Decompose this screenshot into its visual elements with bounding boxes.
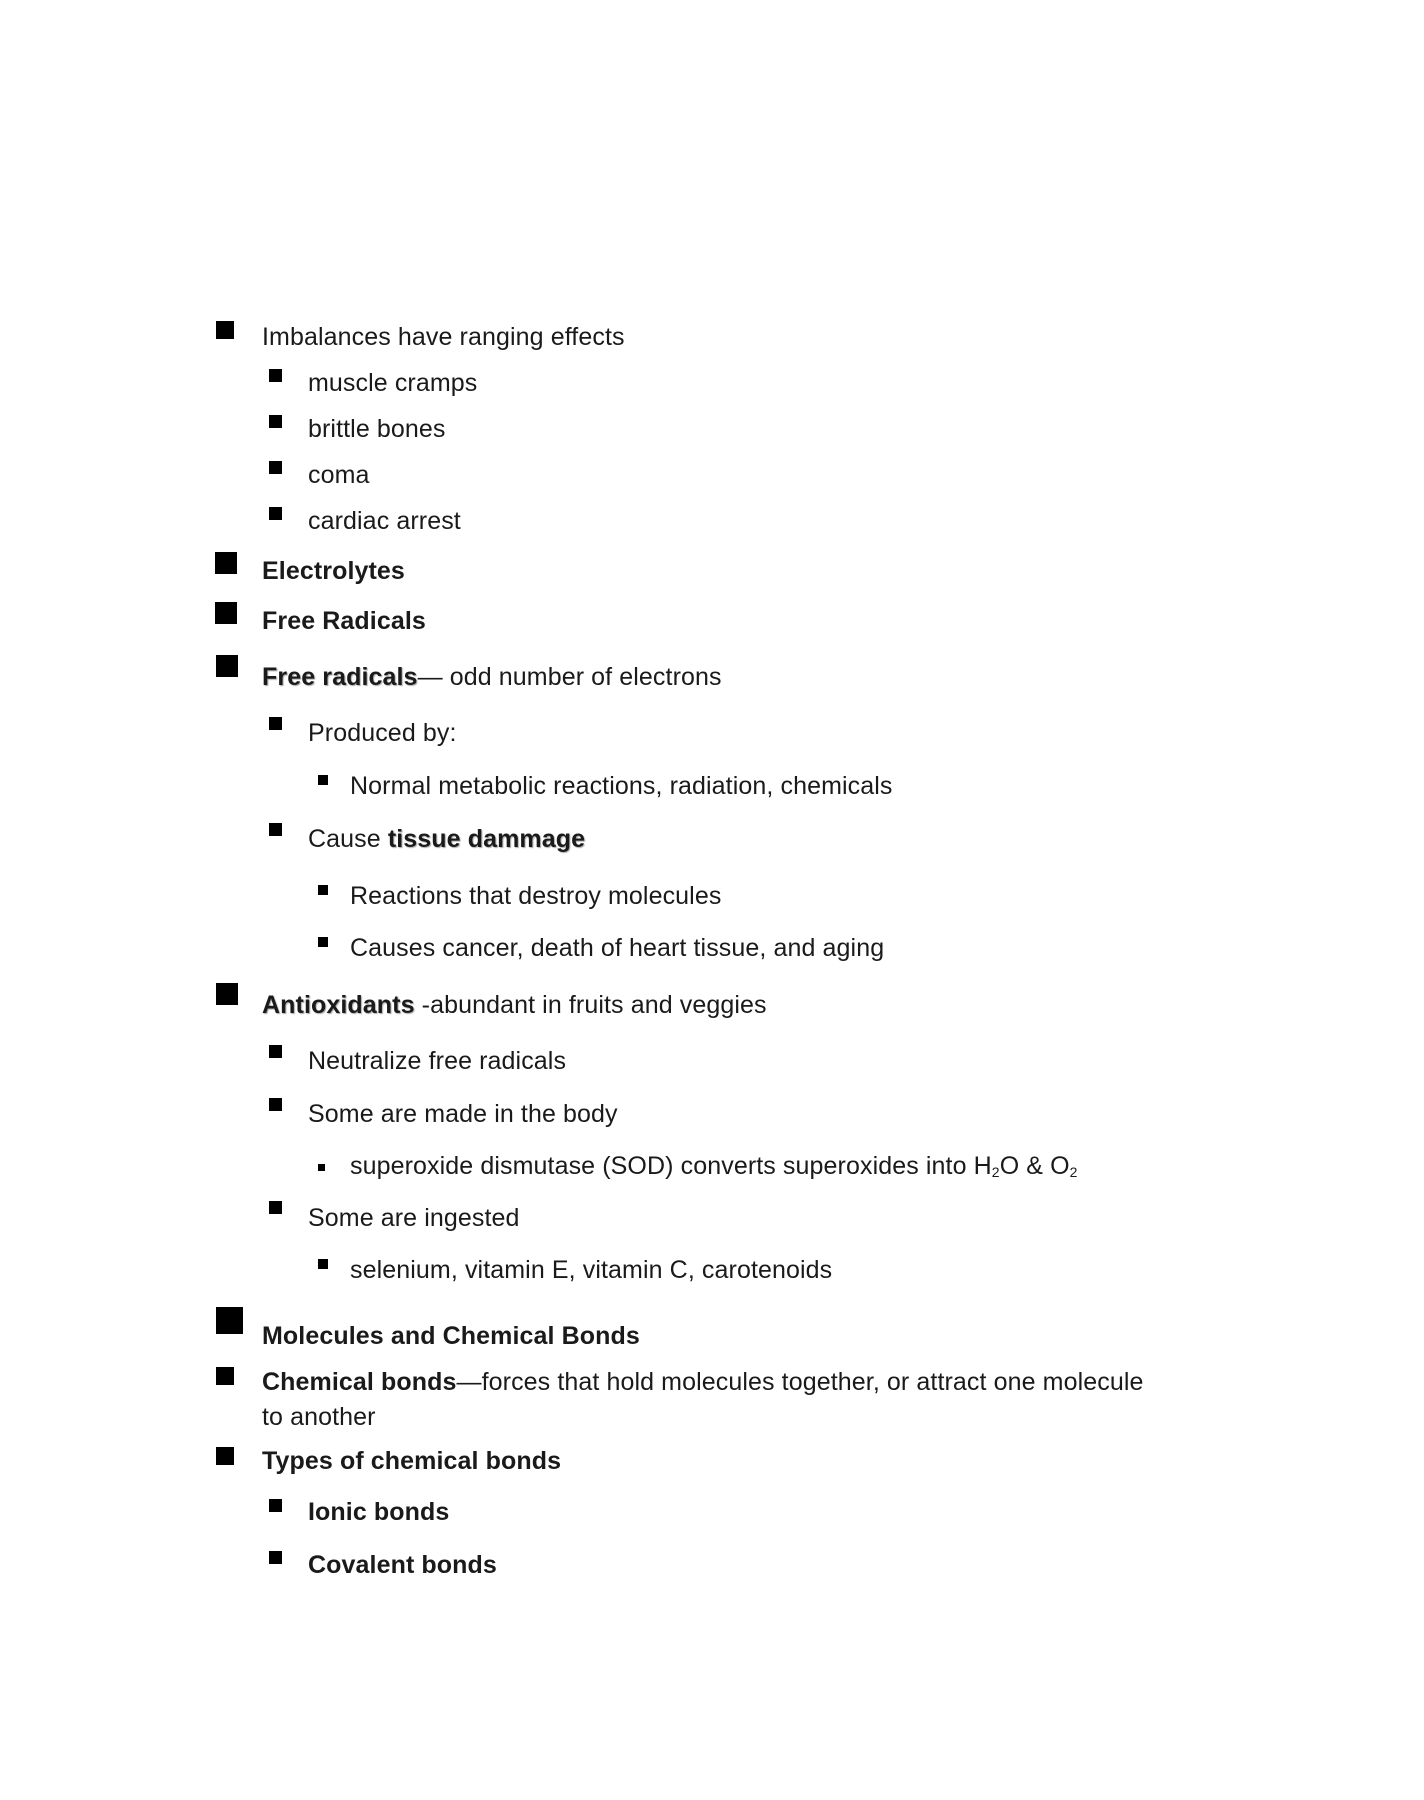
list-item (350, 933, 884, 963)
list-item (308, 506, 461, 536)
list-item-bold: Antioxidants (262, 991, 415, 1019)
list-item-text: Some are ingested (308, 1204, 520, 1232)
bullet-square (216, 1307, 243, 1334)
list-item-bold: tissue dammage (387, 825, 586, 853)
bullet-square (269, 507, 282, 520)
list-item-text: muscle cramps (308, 369, 478, 397)
list-item-text: superoxide dismutase (SOD) converts superoxides into H (350, 1152, 992, 1180)
list-item (262, 990, 767, 1020)
list-item (262, 1321, 640, 1351)
list-item (262, 1365, 1162, 1435)
bullet-square (269, 717, 282, 730)
bullet-square (318, 775, 328, 785)
bullet-square (269, 369, 282, 382)
list-item-text: brittle bones (308, 415, 446, 443)
list-item-text: Cause (308, 825, 388, 853)
subscript: 2 (1069, 1164, 1078, 1180)
list-item (308, 1099, 618, 1129)
list-item (350, 1255, 832, 1285)
bullet-square (269, 1045, 282, 1058)
bullet-square (269, 1098, 282, 1111)
bullet-square (269, 1551, 282, 1564)
list-item-text: Reactions that destroy molecules (350, 882, 722, 910)
list-item-bold: Electrolytes (262, 557, 405, 585)
list-item-text: coma (308, 461, 370, 489)
list-item-text: Some are made in the body (308, 1100, 618, 1128)
list-item (308, 1497, 449, 1527)
list-item-text: selenium, vitamin E, vitamin C, carotenoids (350, 1256, 833, 1284)
list-item-text: Neutralize free radicals (308, 1047, 567, 1075)
list-item (308, 1203, 520, 1233)
list-item-text: — odd number of electrons (417, 663, 722, 691)
list-item-text: Imbalances have ranging effects (262, 323, 625, 351)
list-item (262, 1446, 561, 1476)
bullet-square (216, 983, 238, 1005)
list-item (308, 1046, 566, 1076)
list-item (308, 414, 446, 444)
bullet-square (216, 321, 234, 339)
list-item-bold: Ionic bonds (308, 1498, 450, 1526)
list-item-text: —forces that hold molecules together, or attract one molecule to another (262, 1368, 1144, 1431)
list-item (262, 662, 722, 692)
list-item (308, 718, 457, 748)
bullet-square (318, 1259, 328, 1269)
bullet-square (269, 461, 282, 474)
list-item (350, 771, 893, 801)
list-item (308, 824, 585, 854)
list-item (350, 881, 721, 911)
list-item (308, 460, 370, 490)
list-item-bold: Free radicals (262, 663, 418, 691)
list-item-text: Causes cancer, death of heart tissue, and aging (350, 934, 885, 962)
list-item-bold: Molecules and Chemical Bonds (262, 1322, 640, 1350)
bullet-square (318, 1164, 325, 1171)
bullet-square (318, 885, 328, 895)
bullet-square (318, 937, 328, 947)
list-item-text: cardiac arrest (308, 507, 461, 535)
bullet-square (216, 1447, 234, 1465)
list-item (262, 556, 405, 586)
list-item-text: O & O (999, 1152, 1070, 1180)
list-item-bold: Types of chemical bonds (262, 1447, 562, 1475)
subscript: 2 (991, 1164, 1000, 1180)
bullet-square (215, 602, 237, 624)
bullet-square (216, 655, 238, 677)
list-item-text: Produced by: (308, 719, 457, 747)
bullet-square (269, 1499, 282, 1512)
list-item-bold: Covalent bonds (308, 1551, 497, 1579)
list-item-bold: Chemical bonds (262, 1368, 457, 1396)
bullet-square (269, 1201, 282, 1214)
list-item-bold: Free Radicals (262, 607, 426, 635)
list-item (308, 1550, 497, 1580)
bullet-square (215, 552, 237, 574)
list-item (262, 606, 426, 636)
bullet-square (269, 823, 282, 836)
list-item-text: -abundant in fruits and veggies (414, 991, 767, 1019)
list-item-text: Normal metabolic reactions, radiation, chemicals (350, 772, 893, 800)
list-item (350, 1151, 1078, 1181)
bullet-square (216, 1367, 234, 1385)
list-item (308, 368, 477, 398)
bullet-square (269, 415, 282, 428)
list-item (262, 322, 625, 352)
